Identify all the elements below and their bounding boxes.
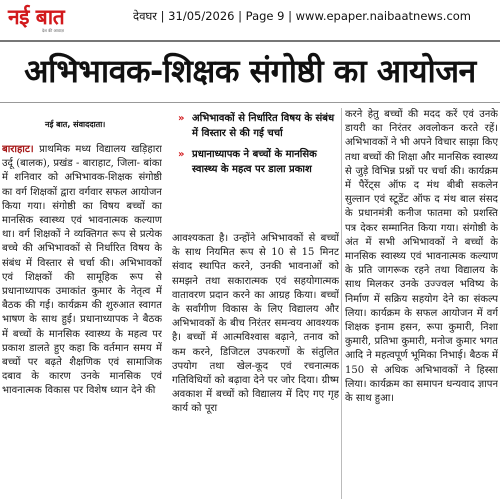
double-arrow-icon: » xyxy=(178,149,185,160)
newspaper-logo: नई बात xyxy=(8,5,65,29)
column-separator xyxy=(341,108,342,499)
highlight-text: अभिभावकों से निर्धारित विषय के संबंध में विस्तार से की गई चर्चा xyxy=(192,113,335,139)
header-divider xyxy=(0,40,500,42)
byline: नई बात, संवाददाता। xyxy=(45,120,106,129)
article-column-2: आवश्यकता है। उन्होंने अभिभावकों से बच्चों के साथ नियमित रूप से 10 से 15 मिनट संवाद स्थापित करने, उनकी भावनाओं को समझने तथा सकारात्मक एवं सहयोगात्मक वातावरण प्रदान करने का आग्रह किया। बच्चों के सर्वांगीण विकास के लिए विद्यालय और अभिभावकों के बीच निरंतर समन्वय आवश्यक है। बच्चों में आत्मविश्वास बढ़ाने, तनाव को कम करने, डिजिटल उपकरणों के संतुलित उपयोग तथा खेल-कूद एवं रचनात्मक गतिविधियों को बढ़ावा देने पर जोर दिया। ग्रीष्म अवकाश में बच्चों को विद्यालय में दिए गए गृह कार्य को पूरा xyxy=(172,233,339,415)
article-column-1 xyxy=(2,143,162,499)
double-arrow-icon: » xyxy=(178,113,185,124)
headline-divider xyxy=(0,102,500,103)
masthead xyxy=(0,0,500,40)
highlight-box xyxy=(178,111,338,222)
article-column-3: करने हेतु बच्चों की मदद करें एवं उनके डायरी का निरंतर अवलोकन करते रहें। अभिभावकों ने भी अपने विचार साझा किए तथा बच्चों की शिक्षा और मानसिक स्वास्थ्य से जुड़े विभिन्न प्रश्नों पर चर्चा की। कार्यक्रम में पैरेंट्स ऑफ द मंथ बीबी सकलेन सुल्तान एवं स्टूडेंट ऑफ द मंथ बाल संसद के प्रधानमंत्री कनीज फातमा को प्रशस्ति पत्र देकर सम्मानित किया गया। संगोष्ठी के अंत में सभी अभिभावकों ने बच्चों के मानसिक स्वास्थ्य एवं भावनात्मक कल्याण के प्रति जागरूक रहने तथा विद्यालय के साथ मिलकर उनके उज्ज्वल भविष्य के निर्माण में सक्रिय सहयोग देने का संकल्प लिया। कार्यक्रम के सफल आयोजन में वर्ग शिक्षक इनाम हसन, रूपा कुमारी, निशा कुमारी, प्रतिभा कुमारी, मनोज कुमार भगत आदि ने महत्वपूर्ण भूमिका निभाई। बैठक में 150 से अधिक अभिभावकों ने हिस्सा लिया। कार्यक्रम का समापन धन्यवाद ज्ञापन के साथ हुआ। xyxy=(345,109,498,405)
highlight-text: प्रधानाध्यापक ने बच्चों के मानसिक स्वास्थ्य के महत्व पर डाला प्रकाश xyxy=(192,149,317,175)
page-info: देवघर | 31/05/2026 | Page 9 | www.epaper.naibaatnews.com xyxy=(133,9,472,23)
highlight-item xyxy=(178,111,338,141)
dateline-place: बाराहाट। xyxy=(2,144,34,155)
logo-tagline: देश की आवाज़ xyxy=(42,28,64,33)
column-1-text: प्राथमिक मध्य विद्यालय खड़िहारा उर्दू (बालक), प्रखंड - बाराहाट, जिला- बांका में शनिवार को अभिभावक-शिक्षक संगोष्ठी का वर्ग शिक्षकों द्वारा वर्गवार सफल आयोजन किया गया। संगोष्ठी का विषय बच्चों का मानसिक स्वास्थ्य एवं भावनात्मक कल्याण था। वर्ग शिक्षकों ने व्यक्तिगत रूप से प्रत्येक बच्चे की अभिभावकों से निर्धारित विषय के संबंध में विस्तार से चर्चा की। अभिभावकों एवं शिक्षकों की सामूहिक रूप से प्रधानाध्यापक उमाकांत कुमार के नेतृत्व में बैठक की गई। कार्यक्रम की शुरुआत स्वागत भाषण के साथ हुई। प्रधानाध्यापक ने बैठक में बच्चों के मानसिक स्वास्थ्य के महत्व पर प्रकाश डालते हुए कहा कि वर्तमान समय में बच्चों पर बढ़ते शैक्षणिक एवं सामाजिक दबाव के कारण उनके मानसिक एवं भावनात्मक विकास पर विशेष ध्यान देने की xyxy=(2,144,162,397)
article-headline: अभिभावक-शिक्षक संगोष्ठी का आयोजन xyxy=(24,52,476,90)
highlight-item xyxy=(178,147,338,177)
